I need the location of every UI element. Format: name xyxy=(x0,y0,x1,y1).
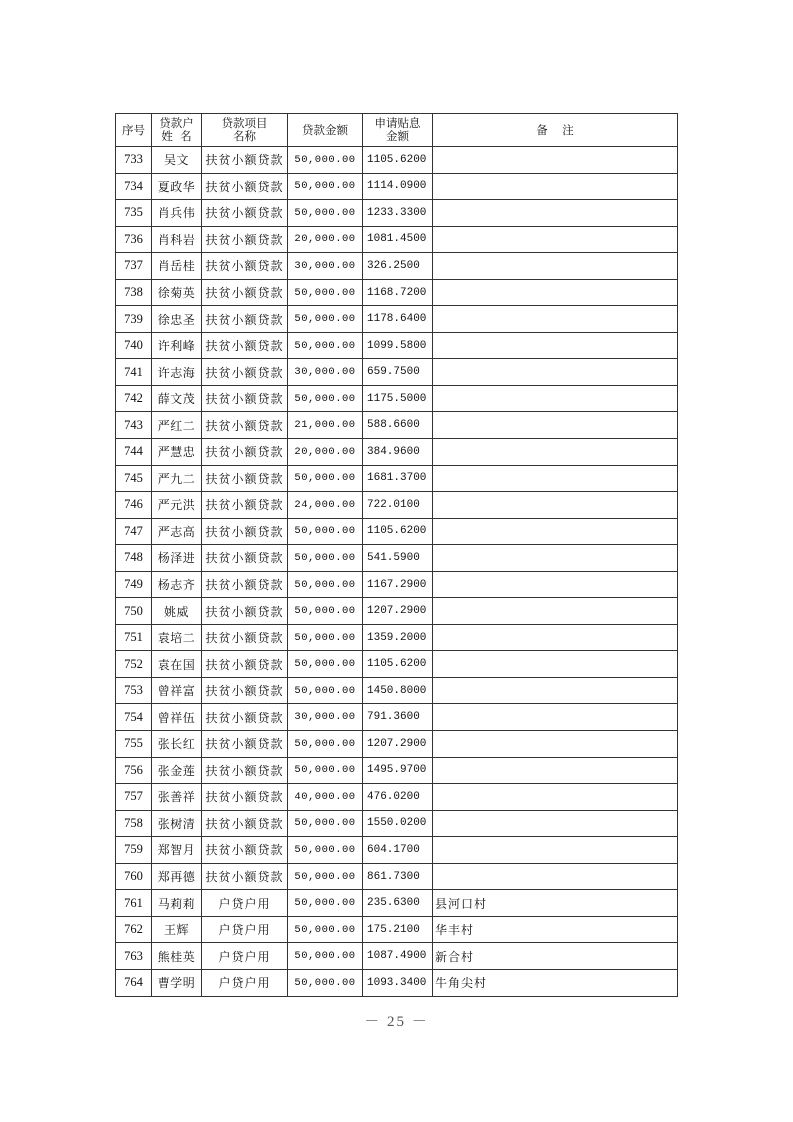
cell-remark xyxy=(433,651,678,678)
header-loan-project-line1: 贷款项目 xyxy=(221,116,268,130)
cell-seq: 760 xyxy=(116,863,152,890)
cell-loan-amount: 50,000.00 xyxy=(288,598,363,625)
table-row xyxy=(116,518,678,545)
cell-loan-project: 扶贫小额贷款 xyxy=(202,810,288,837)
cell-remark: 华丰村 xyxy=(433,916,678,943)
cell-borrower-name: 夏政华 xyxy=(152,173,202,200)
cell-remark xyxy=(433,465,678,492)
cell-seq: 742 xyxy=(116,385,152,412)
cell-remark xyxy=(433,306,678,333)
table-row xyxy=(116,731,678,758)
cell-loan-amount: 50,000.00 xyxy=(288,943,363,970)
cell-loan-amount: 50,000.00 xyxy=(288,332,363,359)
cell-subsidy-amount: 588.6600 xyxy=(363,412,433,439)
table-row xyxy=(116,757,678,784)
cell-borrower-name: 熊桂英 xyxy=(152,943,202,970)
cell-seq: 736 xyxy=(116,226,152,253)
cell-seq: 749 xyxy=(116,571,152,598)
cell-remark xyxy=(433,226,678,253)
cell-loan-amount: 50,000.00 xyxy=(288,731,363,758)
cell-loan-project: 扶贫小额贷款 xyxy=(202,439,288,466)
cell-loan-amount: 50,000.00 xyxy=(288,969,363,996)
table-row xyxy=(116,810,678,837)
cell-subsidy-amount: 1207.2900 xyxy=(363,598,433,625)
cell-borrower-name: 王辉 xyxy=(152,916,202,943)
cell-borrower-name: 袁在国 xyxy=(152,651,202,678)
cell-seq: 734 xyxy=(116,173,152,200)
cell-loan-amount: 30,000.00 xyxy=(288,253,363,280)
cell-subsidy-amount: 1087.4900 xyxy=(363,943,433,970)
cell-loan-amount: 30,000.00 xyxy=(288,359,363,386)
cell-loan-project: 扶贫小额贷款 xyxy=(202,332,288,359)
table-row xyxy=(116,200,678,227)
cell-borrower-name: 严元洪 xyxy=(152,492,202,519)
cell-loan-project: 扶贫小额贷款 xyxy=(202,279,288,306)
header-row xyxy=(116,114,678,147)
cell-loan-project: 户贷户用 xyxy=(202,943,288,970)
cell-borrower-name: 姚威 xyxy=(152,598,202,625)
table-row xyxy=(116,439,678,466)
cell-seq: 744 xyxy=(116,439,152,466)
cell-loan-project: 扶贫小额贷款 xyxy=(202,518,288,545)
cell-borrower-name: 徐菊英 xyxy=(152,279,202,306)
table-header xyxy=(116,114,678,147)
cell-remark xyxy=(433,784,678,811)
cell-borrower-name: 张长红 xyxy=(152,731,202,758)
cell-subsidy-amount: 1178.6400 xyxy=(363,306,433,333)
table-row xyxy=(116,332,678,359)
cell-subsidy-amount: 1081.4500 xyxy=(363,226,433,253)
cell-seq: 758 xyxy=(116,810,152,837)
cell-seq: 745 xyxy=(116,465,152,492)
cell-remark xyxy=(433,518,678,545)
cell-borrower-name: 肖岳桂 xyxy=(152,253,202,280)
cell-borrower-name: 薛文茂 xyxy=(152,385,202,412)
cell-subsidy-amount: 1105.6200 xyxy=(363,651,433,678)
cell-borrower-name: 许利峰 xyxy=(152,332,202,359)
cell-loan-project: 扶贫小额贷款 xyxy=(202,147,288,174)
cell-subsidy-amount: 384.9600 xyxy=(363,439,433,466)
cell-loan-amount: 50,000.00 xyxy=(288,571,363,598)
table-row xyxy=(116,465,678,492)
cell-loan-amount: 20,000.00 xyxy=(288,226,363,253)
table-row xyxy=(116,969,678,996)
cell-borrower-name: 严慧忠 xyxy=(152,439,202,466)
cell-seq: 747 xyxy=(116,518,152,545)
cell-remark xyxy=(433,359,678,386)
cell-loan-project: 扶贫小额贷款 xyxy=(202,253,288,280)
cell-remark xyxy=(433,837,678,864)
cell-borrower-name: 许志海 xyxy=(152,359,202,386)
cell-loan-project: 扶贫小额贷款 xyxy=(202,465,288,492)
cell-seq: 737 xyxy=(116,253,152,280)
cell-borrower-name: 张善祥 xyxy=(152,784,202,811)
table-row xyxy=(116,624,678,651)
cell-subsidy-amount: 1359.2000 xyxy=(363,624,433,651)
cell-seq: 750 xyxy=(116,598,152,625)
cell-subsidy-amount: 541.5900 xyxy=(363,545,433,572)
cell-remark xyxy=(433,704,678,731)
cell-subsidy-amount: 861.7300 xyxy=(363,863,433,890)
cell-remark xyxy=(433,677,678,704)
table-row xyxy=(116,253,678,280)
cell-seq: 741 xyxy=(116,359,152,386)
cell-remark xyxy=(433,731,678,758)
cell-remark xyxy=(433,173,678,200)
table-row xyxy=(116,359,678,386)
cell-loan-amount: 50,000.00 xyxy=(288,385,363,412)
cell-remark xyxy=(433,439,678,466)
cell-subsidy-amount: 1105.6200 xyxy=(363,518,433,545)
cell-loan-project: 户贷户用 xyxy=(202,969,288,996)
cell-loan-project: 扶贫小额贷款 xyxy=(202,412,288,439)
cell-borrower-name: 吴文 xyxy=(152,147,202,174)
cell-subsidy-amount: 1233.3300 xyxy=(363,200,433,227)
cell-subsidy-amount: 1168.7200 xyxy=(363,279,433,306)
cell-subsidy-amount: 1114.0900 xyxy=(363,173,433,200)
table-row xyxy=(116,571,678,598)
cell-subsidy-amount: 659.7500 xyxy=(363,359,433,386)
cell-remark: 县河口村 xyxy=(433,890,678,917)
cell-subsidy-amount: 1105.6200 xyxy=(363,147,433,174)
cell-loan-project: 扶贫小额贷款 xyxy=(202,624,288,651)
cell-loan-amount: 50,000.00 xyxy=(288,173,363,200)
cell-seq: 739 xyxy=(116,306,152,333)
cell-remark xyxy=(433,598,678,625)
cell-subsidy-amount: 1681.3700 xyxy=(363,465,433,492)
cell-remark xyxy=(433,492,678,519)
cell-subsidy-amount: 604.1700 xyxy=(363,837,433,864)
table-row xyxy=(116,226,678,253)
cell-subsidy-amount: 1495.9700 xyxy=(363,757,433,784)
cell-loan-project: 扶贫小额贷款 xyxy=(202,385,288,412)
cell-seq: 761 xyxy=(116,890,152,917)
cell-seq: 743 xyxy=(116,412,152,439)
header-loan-project-line2: 名称 xyxy=(233,129,256,143)
cell-loan-amount: 50,000.00 xyxy=(288,863,363,890)
table-row xyxy=(116,545,678,572)
cell-borrower-name: 郑再德 xyxy=(152,863,202,890)
cell-seq: 735 xyxy=(116,200,152,227)
table-row xyxy=(116,385,678,412)
cell-subsidy-amount: 1450.8000 xyxy=(363,677,433,704)
cell-borrower-name: 严红二 xyxy=(152,412,202,439)
cell-borrower-name: 袁培二 xyxy=(152,624,202,651)
cell-loan-project: 扶贫小额贷款 xyxy=(202,598,288,625)
cell-loan-amount: 21,000.00 xyxy=(288,412,363,439)
header-seq: 序号 xyxy=(116,114,152,147)
page-number: － 25 － xyxy=(364,1014,429,1030)
table-row xyxy=(116,306,678,333)
table-body xyxy=(116,147,678,997)
cell-loan-project: 扶贫小额贷款 xyxy=(202,173,288,200)
cell-loan-amount: 50,000.00 xyxy=(288,279,363,306)
table-row xyxy=(116,704,678,731)
cell-seq: 755 xyxy=(116,731,152,758)
cell-loan-amount: 50,000.00 xyxy=(288,465,363,492)
cell-loan-project: 扶贫小额贷款 xyxy=(202,651,288,678)
cell-seq: 756 xyxy=(116,757,152,784)
cell-borrower-name: 曾祥富 xyxy=(152,677,202,704)
cell-loan-amount: 50,000.00 xyxy=(288,545,363,572)
cell-borrower-name: 严九二 xyxy=(152,465,202,492)
cell-subsidy-amount: 1093.3400 xyxy=(363,969,433,996)
header-subsidy-amount xyxy=(363,114,433,147)
cell-borrower-name: 张树清 xyxy=(152,810,202,837)
cell-loan-project: 户贷户用 xyxy=(202,890,288,917)
cell-remark xyxy=(433,863,678,890)
cell-seq: 757 xyxy=(116,784,152,811)
cell-loan-amount: 50,000.00 xyxy=(288,810,363,837)
cell-loan-amount: 40,000.00 xyxy=(288,784,363,811)
cell-loan-amount: 20,000.00 xyxy=(288,439,363,466)
cell-loan-amount: 50,000.00 xyxy=(288,757,363,784)
header-loan-amount: 贷款金额 xyxy=(288,114,363,147)
cell-loan-amount: 50,000.00 xyxy=(288,306,363,333)
loan-subsidy-table xyxy=(115,113,678,997)
cell-subsidy-amount: 1167.2900 xyxy=(363,571,433,598)
table-row xyxy=(116,651,678,678)
cell-remark xyxy=(433,624,678,651)
cell-subsidy-amount: 1550.0200 xyxy=(363,810,433,837)
cell-loan-project: 扶贫小额贷款 xyxy=(202,784,288,811)
cell-seq: 754 xyxy=(116,704,152,731)
table-row xyxy=(116,916,678,943)
cell-borrower-name: 张金莲 xyxy=(152,757,202,784)
cell-borrower-name: 郑智月 xyxy=(152,837,202,864)
cell-remark: 新合村 xyxy=(433,943,678,970)
cell-loan-amount: 50,000.00 xyxy=(288,147,363,174)
cell-seq: 753 xyxy=(116,677,152,704)
cell-seq: 763 xyxy=(116,943,152,970)
cell-loan-amount: 50,000.00 xyxy=(288,916,363,943)
cell-loan-amount: 50,000.00 xyxy=(288,837,363,864)
cell-seq: 752 xyxy=(116,651,152,678)
table-row xyxy=(116,598,678,625)
cell-loan-amount: 24,000.00 xyxy=(288,492,363,519)
table-row xyxy=(116,863,678,890)
cell-subsidy-amount: 326.2500 xyxy=(363,253,433,280)
cell-borrower-name: 严志高 xyxy=(152,518,202,545)
cell-subsidy-amount: 235.6300 xyxy=(363,890,433,917)
cell-loan-project: 扶贫小额贷款 xyxy=(202,704,288,731)
cell-borrower-name: 杨志齐 xyxy=(152,571,202,598)
cell-borrower-name: 马莉莉 xyxy=(152,890,202,917)
cell-loan-project: 扶贫小额贷款 xyxy=(202,571,288,598)
cell-loan-project: 扶贫小额贷款 xyxy=(202,545,288,572)
table-row xyxy=(116,147,678,174)
cell-remark xyxy=(433,571,678,598)
cell-loan-project: 扶贫小额贷款 xyxy=(202,863,288,890)
table-row xyxy=(116,677,678,704)
cell-remark xyxy=(433,757,678,784)
cell-seq: 738 xyxy=(116,279,152,306)
cell-seq: 759 xyxy=(116,837,152,864)
cell-subsidy-amount: 791.3600 xyxy=(363,704,433,731)
cell-subsidy-amount: 175.2100 xyxy=(363,916,433,943)
cell-subsidy-amount: 1175.5000 xyxy=(363,385,433,412)
cell-seq: 748 xyxy=(116,545,152,572)
cell-seq: 733 xyxy=(116,147,152,174)
cell-loan-project: 扶贫小额贷款 xyxy=(202,226,288,253)
table-row xyxy=(116,890,678,917)
table-row xyxy=(116,837,678,864)
cell-seq: 764 xyxy=(116,969,152,996)
cell-borrower-name: 肖兵伟 xyxy=(152,200,202,227)
cell-remark xyxy=(433,810,678,837)
cell-remark xyxy=(433,279,678,306)
cell-remark xyxy=(433,200,678,227)
cell-loan-project: 扶贫小额贷款 xyxy=(202,306,288,333)
cell-remark xyxy=(433,385,678,412)
cell-loan-project: 扶贫小额贷款 xyxy=(202,200,288,227)
cell-loan-project: 户贷户用 xyxy=(202,916,288,943)
table-row xyxy=(116,943,678,970)
cell-borrower-name: 肖科岩 xyxy=(152,226,202,253)
table-row xyxy=(116,173,678,200)
cell-remark: 牛角尖村 xyxy=(433,969,678,996)
cell-loan-project: 扶贫小额贷款 xyxy=(202,757,288,784)
cell-subsidy-amount: 476.0200 xyxy=(363,784,433,811)
cell-loan-amount: 50,000.00 xyxy=(288,677,363,704)
cell-subsidy-amount: 1099.5800 xyxy=(363,332,433,359)
table-row xyxy=(116,279,678,306)
cell-borrower-name: 曾祥伍 xyxy=(152,704,202,731)
cell-loan-amount: 50,000.00 xyxy=(288,624,363,651)
cell-loan-project: 扶贫小额贷款 xyxy=(202,837,288,864)
cell-loan-amount: 50,000.00 xyxy=(288,890,363,917)
header-subsidy-amount-line2: 金额 xyxy=(386,129,409,143)
table-row xyxy=(116,492,678,519)
header-borrower-name-line2: 姓 名 xyxy=(161,129,192,143)
cell-loan-amount: 50,000.00 xyxy=(288,200,363,227)
cell-loan-project: 扶贫小额贷款 xyxy=(202,359,288,386)
cell-remark xyxy=(433,412,678,439)
cell-loan-project: 扶贫小额贷款 xyxy=(202,677,288,704)
cell-loan-project: 扶贫小额贷款 xyxy=(202,492,288,519)
header-loan-project xyxy=(202,114,288,147)
header-borrower-name-line1: 贷款户 xyxy=(159,116,194,130)
cell-loan-amount: 50,000.00 xyxy=(288,651,363,678)
cell-remark xyxy=(433,253,678,280)
cell-borrower-name: 曹学明 xyxy=(152,969,202,996)
cell-seq: 746 xyxy=(116,492,152,519)
cell-remark xyxy=(433,332,678,359)
cell-seq: 762 xyxy=(116,916,152,943)
cell-remark xyxy=(433,147,678,174)
header-borrower-name xyxy=(152,114,202,147)
header-remark: 备 注 xyxy=(433,114,678,147)
cell-subsidy-amount: 1207.2900 xyxy=(363,731,433,758)
cell-seq: 751 xyxy=(116,624,152,651)
table-row xyxy=(116,784,678,811)
table-row xyxy=(116,412,678,439)
cell-borrower-name: 杨泽进 xyxy=(152,545,202,572)
cell-subsidy-amount: 722.0100 xyxy=(363,492,433,519)
cell-loan-project: 扶贫小额贷款 xyxy=(202,731,288,758)
cell-seq: 740 xyxy=(116,332,152,359)
cell-remark xyxy=(433,545,678,572)
cell-borrower-name: 徐忠圣 xyxy=(152,306,202,333)
header-subsidy-amount-line1: 申请贴息 xyxy=(374,116,421,130)
cell-loan-amount: 50,000.00 xyxy=(288,518,363,545)
cell-loan-amount: 30,000.00 xyxy=(288,704,363,731)
